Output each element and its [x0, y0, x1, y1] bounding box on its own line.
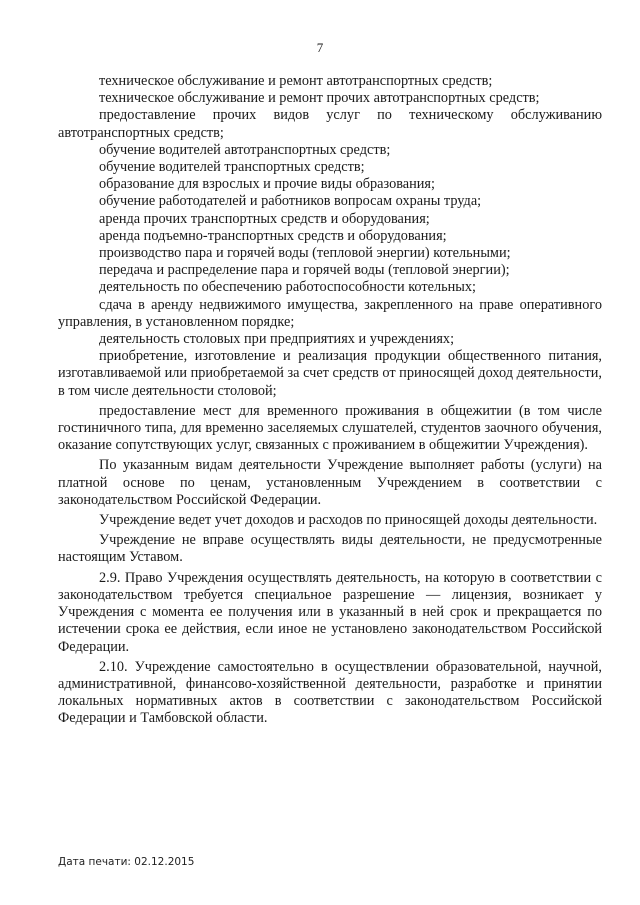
- paragraph: обучение водителей транспортных средств;: [99, 159, 365, 176]
- paragraph: сдача в аренду недвижимого имущества, закрепленного на праве оперативного управления, в установленном порядке;: [58, 296, 602, 330]
- print-date-footer: Дата печати: 02.12.2015: [58, 856, 195, 868]
- paragraph: предоставление мест для временного проживания в общежитии (в том числе гостиничного типа, для временно заселяемых слушателей, студентов заочного обучения, оказание сопутствующих услуг, связанных с проживанием в общежитии Учреждения).: [58, 402, 602, 454]
- paragraph: 2.9. Право Учреждения осуществлять деятельность, на которую в соответствии с законодательством требуется специальное разрешение — лицензия, возникает у Учреждения с момента ее получения или в указанный в ней срок и прекращается по истечении срока ее действия, если иное не установлено законодательством Российской Федерации.: [58, 569, 602, 655]
- paragraph: Учреждение не вправе осуществлять виды деятельности, не предусмотренные настоящим Уставом.: [58, 532, 602, 566]
- paragraph: техническое обслуживание и ремонт прочих автотранспортных средств;: [99, 90, 540, 107]
- paragraph: техническое обслуживание и ремонт автотранспортных средств;: [99, 73, 493, 89]
- paragraph: производство пара и горячей воды (тепловой энергии) котельными;: [99, 245, 511, 262]
- paragraph: предоставление прочих видов услуг по техническому обслуживанию автотранспортных средств;: [58, 107, 602, 141]
- paragraph: аренда прочих транспортных средств и оборудования;: [99, 210, 430, 227]
- paragraph: По указанным видам деятельности Учреждение выполняет работы (услуги) на платной основе по ценам, установленным Учреждением в соответствии с законодательством Российской Федерации.: [58, 457, 602, 508]
- paragraph: обучение работодателей и работников вопросам охраны труда;: [99, 193, 482, 210]
- paragraph: аренда подъемно-транспортных средств и оборудования;: [99, 227, 447, 244]
- paragraph: передача и распределение пара и горячей воды (тепловой энергии);: [99, 262, 510, 279]
- document-body: [58, 73, 602, 728]
- paragraph: деятельность по обеспечению работоспособности котельных;: [99, 279, 477, 296]
- paragraph: обучение водителей автотранспортных средств;: [99, 141, 391, 158]
- paragraph: образование для взрослых и прочие виды образования;: [99, 176, 435, 193]
- paragraph: деятельность столовых при предприятиях и учреждениях;: [99, 331, 455, 348]
- page-number: 7: [316, 40, 324, 55]
- paragraph: 2.10. Учреждение самостоятельно в осуществлении образовательной, научной, административной, финансово-хозяйственной деятельности, разработке и принятии локальных нормативных актов в соответствии с законодательством Российской Федерации и Тамбовской области.: [58, 658, 602, 727]
- paragraph: приобретение, изготовление и реализация продукции общественного питания, изготавливаемой или приобретаемой за счет средств от приносящей доход деятельности, в том числе деятельности столовой;: [58, 348, 602, 399]
- paragraph: Учреждение ведет учет доходов и расходов по приносящей доходы деятельности.: [99, 512, 598, 529]
